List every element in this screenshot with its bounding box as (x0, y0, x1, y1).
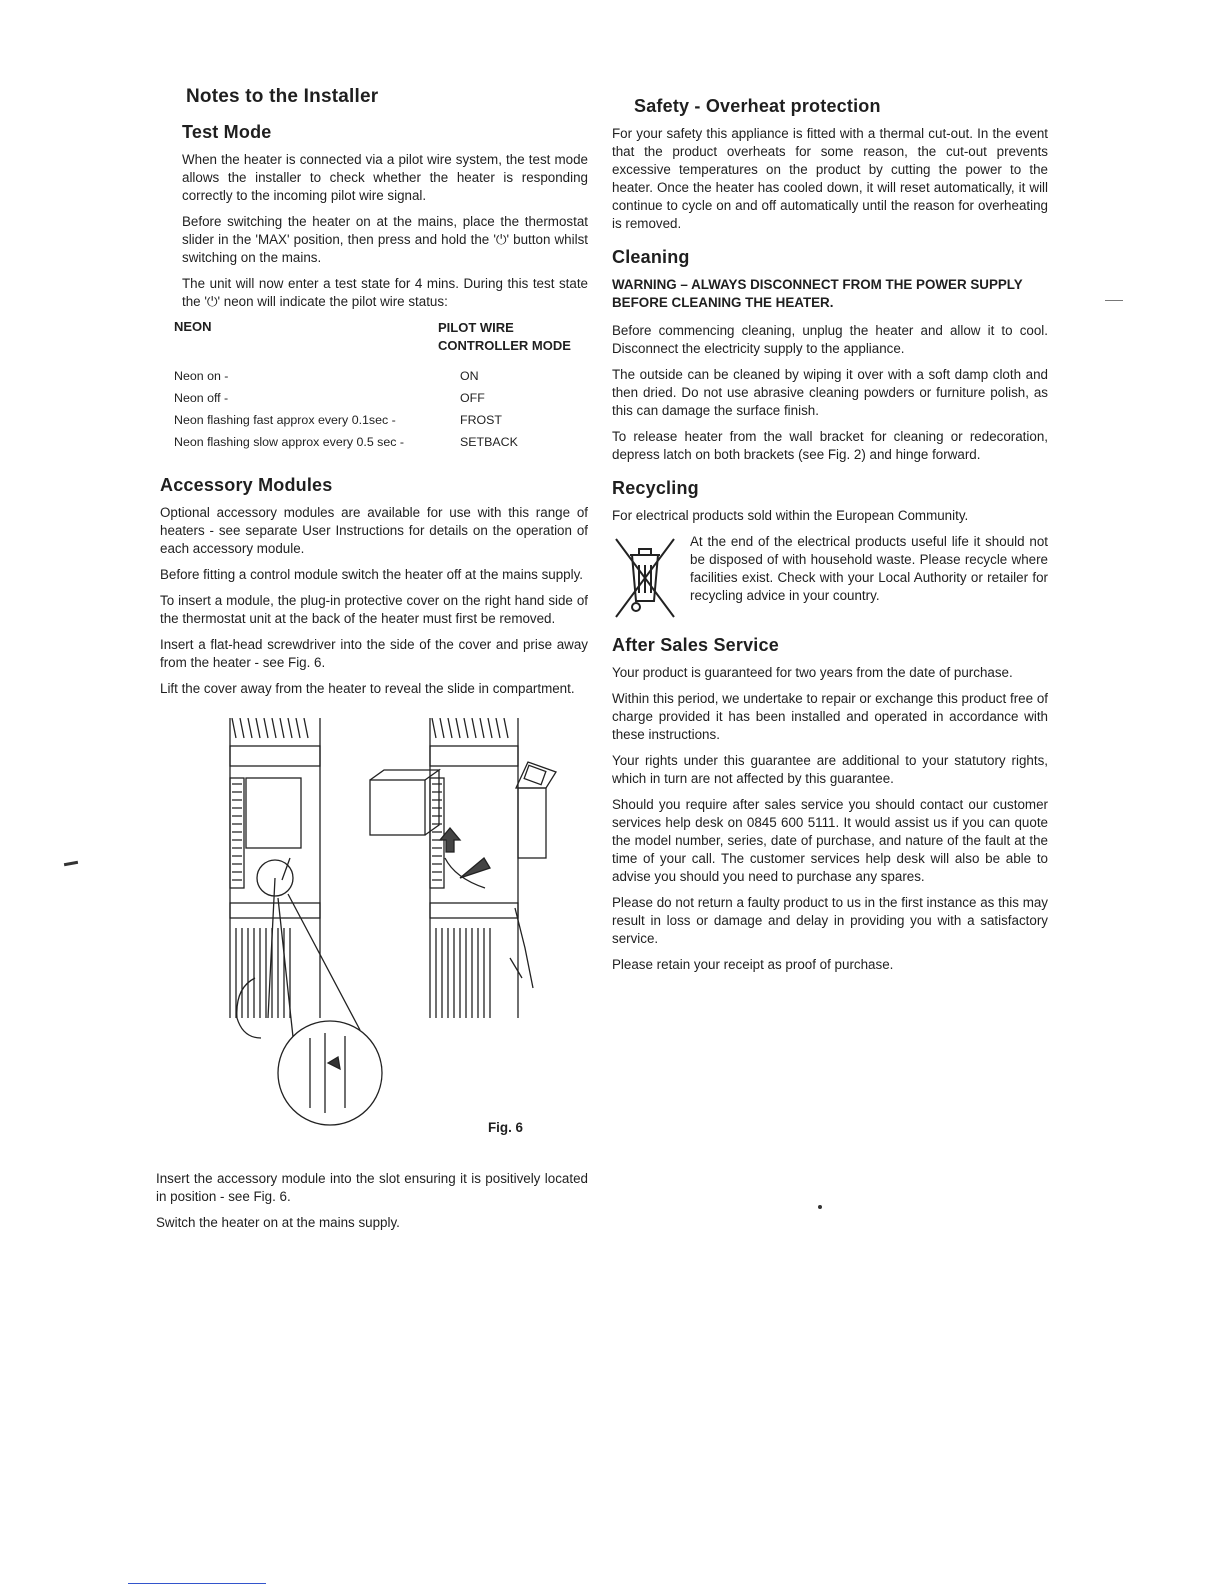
neon-state: Neon flashing slow approx every 0.5 sec - (174, 435, 405, 449)
service-paragraph-2: Within this period, we undertake to repair or exchange this product free of charge provided it has been installed and operated in accordance with these instructions. (612, 691, 1048, 742)
test-mode-title: Test Mode (182, 122, 272, 142)
after-figure-paragraph-1: Insert the accessory module into the slot ensuring it is positively located in position - see Fig. 6. (156, 1171, 588, 1204)
neon-mode: SETBACK (460, 435, 518, 449)
accessory-title: Accessory Modules (160, 475, 333, 495)
service-paragraph-4: Should you require after sales service you should contact our customer services help desk on 0845 600 5111. It would assist us if you can quote the model number, series, date of purchase, and nature of the fault at the time of your call. The customer services help desk will also be able to advise you should you need to purchase any spares. (612, 797, 1048, 884)
left-column (156, 86, 588, 1240)
safety-paragraph: For your safety this appliance is fitted with a thermal cut-out. In the event that the product overheats for some reason, the cut-out prevents excessive temperatures on the product by cutting the power to the heater. Once the heater has cooled down, it will reset automatically, it will continue to cycle on and off automatically until the reason for overheating is removed. (612, 126, 1048, 231)
safety-title: Safety - Overheat protection (634, 96, 881, 116)
neon-row (174, 387, 588, 409)
neon-mode: OFF (460, 391, 485, 405)
figure-6 (160, 718, 590, 1170)
pilot-wire-header: PILOT WIRE CONTROLLER MODE (438, 320, 571, 353)
neon-table (160, 319, 588, 453)
cleaning-paragraph-3: To release heater from the wall bracket for cleaning or redecoration, depress latch on both brackets (see Fig. 2) and hinge forward. (612, 429, 1048, 462)
service-title: After Sales Service (612, 635, 779, 655)
cleaning-paragraph-2: The outside can be cleaned by wiping it over with a soft damp cloth and then dried. Do not use abrasive cleaning powders or furniture polish, as this can damage the surface finish. (612, 367, 1048, 418)
recycling-title: Recycling (612, 478, 699, 498)
speck (818, 1205, 822, 1209)
service-paragraph-5: Please do not return a faulty product to us in the first instance as this may result in loss or damage and delay in providing you with a satisfactory service. (612, 895, 1048, 946)
service-paragraph-1: Your product is guaranteed for two years from the date of purchase. (612, 665, 1013, 680)
crossed-bin-icon (612, 533, 678, 621)
after-figure-paragraph-2: Switch the heater on at the mains supply. (156, 1215, 400, 1230)
accessory-paragraph-5: Lift the cover away from the heater to reveal the slide in compartment. (160, 681, 575, 696)
neon-row (174, 365, 588, 387)
neon-table-header (174, 319, 588, 355)
neon-state: Neon on - (174, 369, 229, 383)
test-paragraph-2: Before switching the heater on at the mains, place the thermostat slider in the 'MAX' position, then press and hold the '⏻' button whilst switching on the mains. (182, 214, 588, 265)
recycling-paragraph-1: For electrical products sold within the European Community. (612, 508, 969, 523)
neon-row (174, 431, 588, 453)
cleaning-title: Cleaning (612, 247, 690, 267)
neon-state: Neon flashing fast approx every 0.1sec - (174, 413, 396, 427)
weee-notice (612, 533, 1048, 621)
test-paragraph-3: The unit will now enter a test state for 4 mins. During this test state the '⏻' neon will indicate the pilot wire status: (182, 276, 588, 309)
recycling-paragraph-2: At the end of the electrical products useful life it should not be disposed of with household waste. Please recycle where facilities exist. Check with your Local Authority or retailer for recycling advice in your country. (690, 534, 1048, 603)
service-paragraph-6: Please retain your receipt as proof of purchase. (612, 957, 894, 972)
notes-title: Notes to the Installer (186, 86, 379, 107)
figure-label: Fig. 6 (488, 1120, 523, 1135)
service-paragraph-3: Your rights under this guarantee are additional to your statutory rights, which in turn are not affected by this guarantee. (612, 753, 1048, 786)
accessory-paragraph-3: To insert a module, the plug-in protective cover on the right hand side of the thermostat unit at the back of the heater must first be removed. (160, 593, 588, 626)
margin-dash (1105, 300, 1123, 301)
neon-mode: ON (460, 369, 479, 383)
neon-row (174, 409, 588, 431)
accessory-paragraph-4: Insert a flat-head screwdriver into the side of the cover and prise away from the heater - see Fig. 6. (160, 637, 588, 670)
accessory-paragraph-2: Before fitting a control module switch the heater off at the mains supply. (160, 567, 584, 582)
heater-illustration (160, 718, 590, 1138)
accessory-paragraph-1: Optional accessory modules are available for use with this range of heaters - see separate User Instructions for details on the operation of each accessory module. (160, 505, 588, 556)
bottom-rule (128, 1583, 266, 1584)
right-column (612, 96, 1048, 982)
cleaning-warning: WARNING – ALWAYS DISCONNECT FROM THE POWER SUPPLY BEFORE CLEANING THE HEATER. (612, 277, 1023, 310)
cleaning-paragraph-1: Before commencing cleaning, unplug the heater and allow it to cool. Disconnect the electricity supply to the appliance. (612, 323, 1048, 356)
neon-state: Neon off - (174, 391, 229, 405)
neon-header: NEON (174, 319, 212, 334)
neon-mode: FROST (460, 413, 502, 427)
margin-mark (64, 861, 78, 866)
after-figure-text (156, 1170, 588, 1232)
test-paragraph-1: When the heater is connected via a pilot wire system, the test mode allows the installer to check whether the heater is responding correctly to the incoming pilot wire signal. (182, 152, 588, 203)
